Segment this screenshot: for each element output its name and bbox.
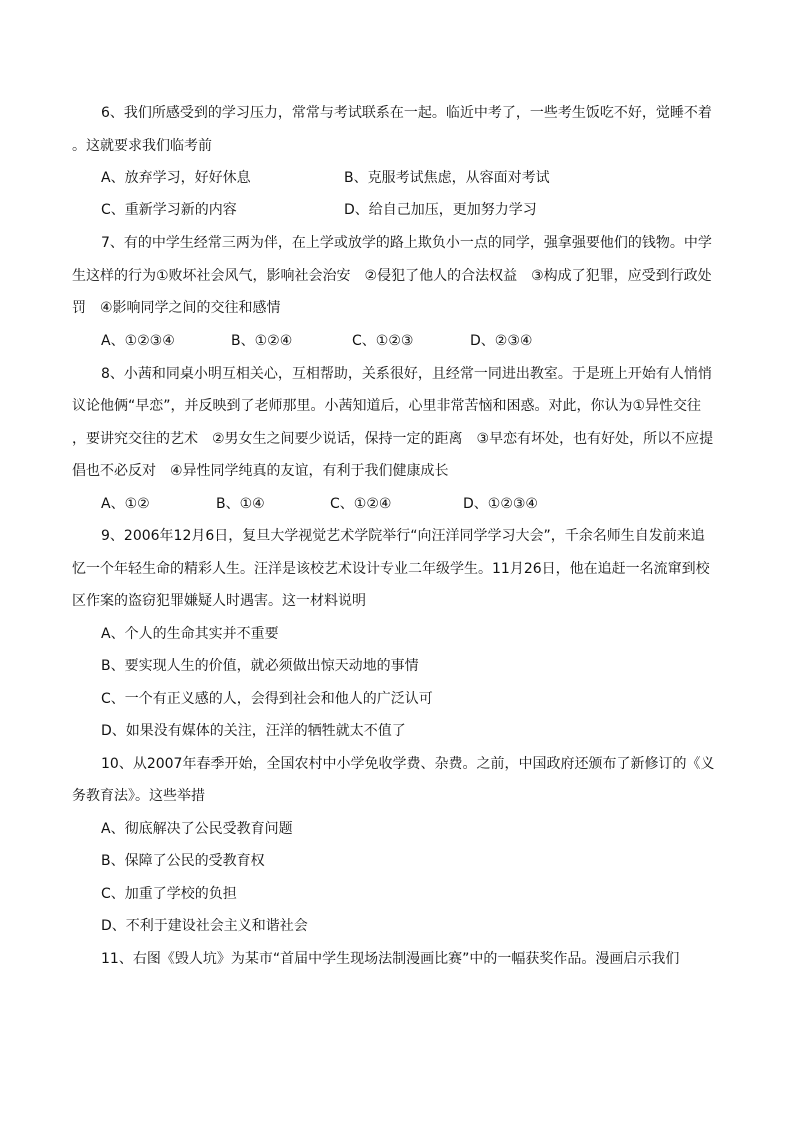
question-6-option-b[interactable]: B、克服考试焦虑，从容面对考试 xyxy=(344,170,550,186)
question-9-option-c[interactable]: C、一个有正义感的人，会得到社会和他人的广泛认可 xyxy=(101,691,433,707)
question-10-option-c[interactable]: C、加重了学校的负担 xyxy=(101,886,237,902)
question-6-option-d[interactable]: D、给自己加压，更加努力学习 xyxy=(344,202,537,218)
question-8-option-a[interactable]: A、①② xyxy=(101,496,150,512)
question-8-option-d[interactable]: D、①②③④ xyxy=(463,496,538,512)
question-7-line-3: 罚 ④影响同学之间的交往和感情 xyxy=(72,300,281,316)
question-9-option-b[interactable]: B、要实现人生的价值，就必须做出惊天动地的事情 xyxy=(101,658,419,674)
question-9-option-a[interactable]: A、个人的生命其实并不重要 xyxy=(101,626,279,642)
question-9-option-d[interactable]: D、如果没有媒体的关注，汪洋的牺牲就太不值了 xyxy=(101,723,406,739)
question-8-line-2: 议论他俩“早恋”，并反映到了老师那里。小茜知道后，心里非常苦恼和困惑。对此，你认为①异性交往 xyxy=(72,398,702,414)
question-8-line-4: 倡也不必反对 ④异性同学纯真的友谊，有利于我们健康成长 xyxy=(72,463,449,479)
question-6-option-a[interactable]: A、放弃学习，好好休息 xyxy=(101,170,251,186)
question-8-line-1: 8、小茜和同桌小明互相关心，互相帮助，关系很好，且经常一同进出教室。于是班上开始有人悄悄 xyxy=(101,366,712,382)
question-6-line-1: 6、我们所感受到的学习压力，常常与考试联系在一起。临近中考了，一些考生饭吃不好，觉睡不着 xyxy=(101,105,712,121)
question-8-option-c[interactable]: C、①②④ xyxy=(330,496,392,512)
question-7-option-c[interactable]: C、①②③ xyxy=(352,333,414,349)
question-8-option-b[interactable]: B、①④ xyxy=(216,496,265,512)
question-8-line-3: ，要讲究交往的艺术 ②男女生之间要少说话，保持一定的距离 ③早恋有坏处，也有好处，所以不应提 xyxy=(72,431,714,447)
question-11-line-1: 11、右图《毁人坑》为某市“首届中学生现场法制漫画比赛”中的一幅获奖作品。漫画启示我们 xyxy=(101,951,680,967)
question-10-line-2: 务教育法》。这些举措 xyxy=(72,788,205,804)
question-7-line-1: 7、有的中学生经常三两为伴，在上学或放学的路上欺负小一点的同学，强拿强要他们的钱物。中学 xyxy=(101,235,712,251)
question-7-line-2: 生这样的行为①败坏社会风气，影响社会治安 ②侵犯了他人的合法权益 ③构成了犯罪，应受到行政处 xyxy=(72,268,712,284)
question-9-line-2: 忆一个年轻生命的精彩人生。汪洋是该校艺术设计专业二年级学生。11月26日，他在追赶一名流窜到校 xyxy=(72,561,710,577)
question-7-option-a[interactable]: A、①②③④ xyxy=(101,333,175,349)
question-9-line-3: 区作案的盗窃犯罪嫌疑人时遇害。这一材料说明 xyxy=(72,593,366,609)
question-6-line-2: 。这就要求我们临考前 xyxy=(72,138,212,154)
question-10-line-1: 10、从2007年春季开始，全国农村中小学免收学费、杂费。之前，中国政府还颁布了新修订的《义 xyxy=(101,756,715,772)
question-7-option-b[interactable]: B、①②④ xyxy=(231,333,293,349)
question-7-option-d[interactable]: D、②③④ xyxy=(470,333,533,349)
question-9-line-1: 9、2006年12月6日，复旦大学视觉艺术学院举行“向汪洋同学学习大会”，千余名师生自发前来追 xyxy=(101,528,705,544)
question-10-option-a[interactable]: A、彻底解决了公民受教育问题 xyxy=(101,821,293,837)
question-10-option-b[interactable]: B、保障了公民的受教育权 xyxy=(101,853,265,869)
question-6-option-c[interactable]: C、重新学习新的内容 xyxy=(101,202,237,218)
question-10-option-d[interactable]: D、不利于建设社会主义和谐社会 xyxy=(101,918,308,934)
